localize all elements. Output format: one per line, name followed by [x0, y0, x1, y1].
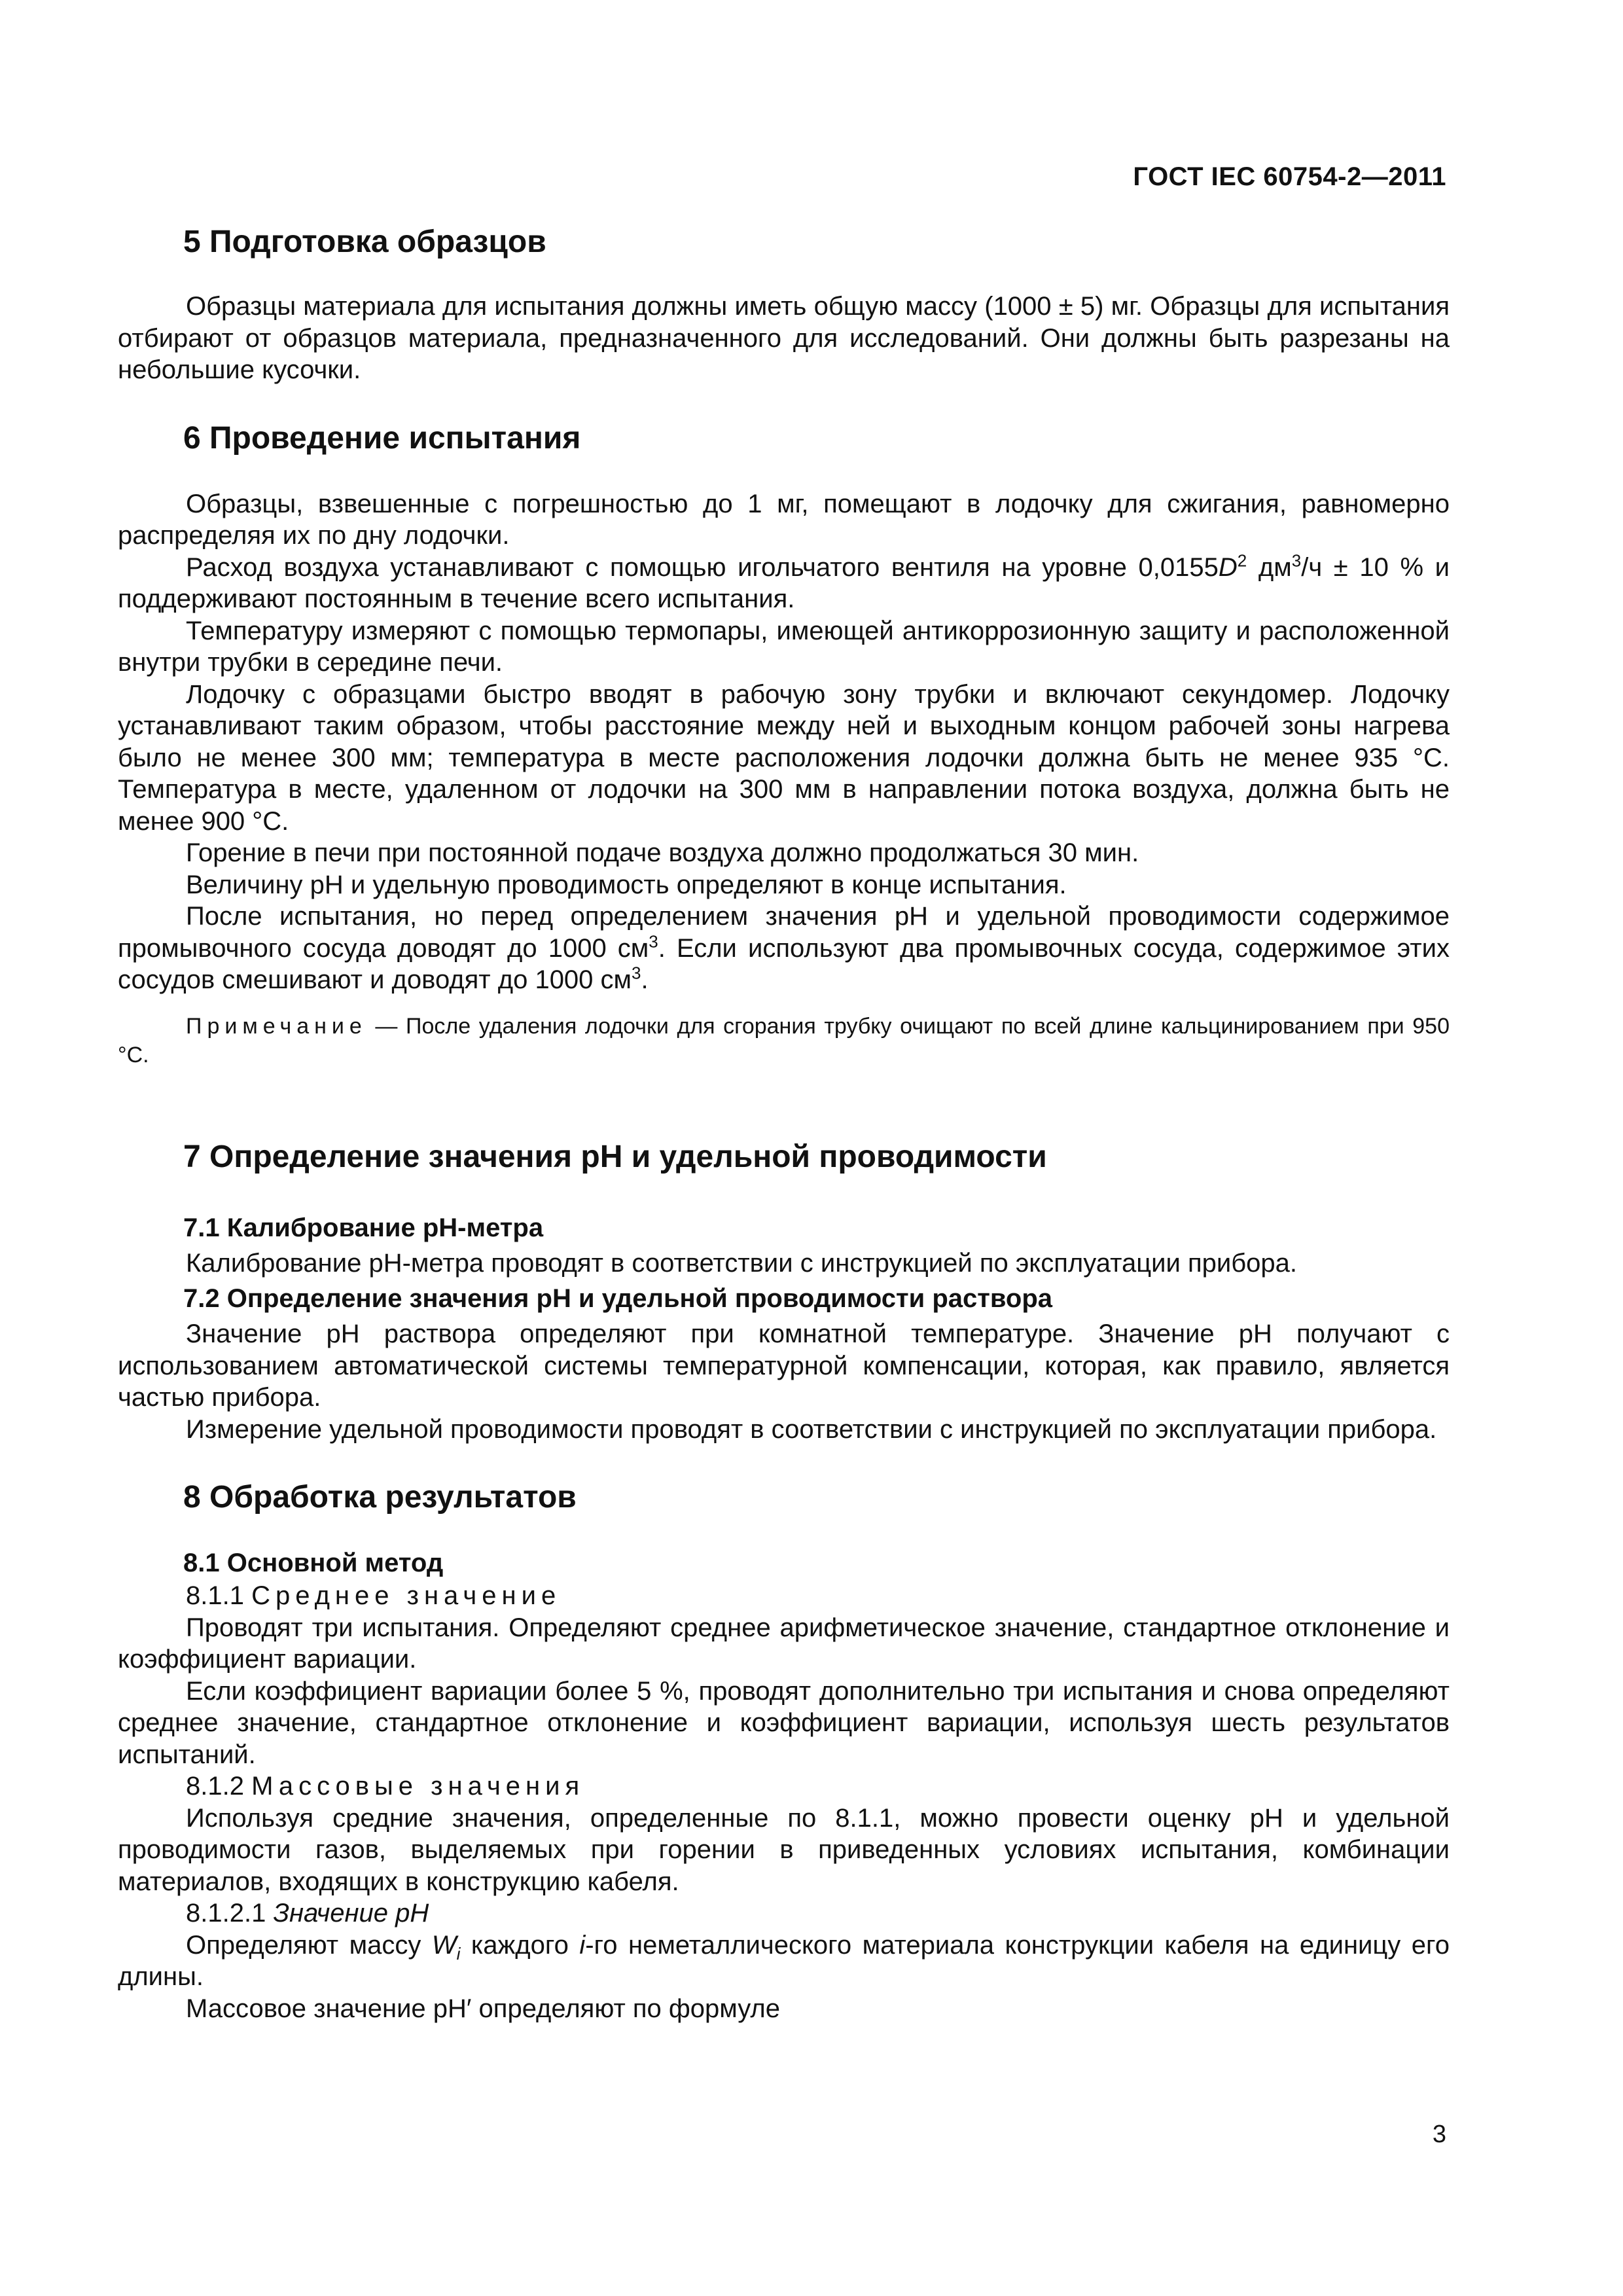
s8121-p1-c: -го неметаллического материала конструкции кабеля на единицу его длины. [118, 1930, 1450, 1991]
mass-symbol: W [431, 1930, 457, 1960]
section-6-paragraph-7 [118, 901, 1450, 996]
section-8-1-1-paragraph-2: Если коэффициент вариации более 5 %, проводят дополнительно три испытания и снова определяют среднее значение, стандартное отклонение и коэффициент вариации, используя шесть результатов испытаний. [118, 1676, 1450, 1769]
p7-sup-2: 3 [632, 963, 641, 983]
note-text: — После удаления лодочки для сгорания трубку очищают по всей длине кальцинированием при 950 °С. [118, 1013, 1450, 1067]
s811-title: Среднее значение [251, 1581, 562, 1610]
p7-text-c: . [641, 965, 649, 994]
section-6-paragraph-6: Величину pH и удельную проводимость определяют в конце испытания. [186, 870, 1067, 899]
p7-sup-1: 3 [649, 931, 658, 952]
section-6-paragraph-2 [118, 552, 1450, 615]
section-5-title: 5 Подготовка образцов [183, 224, 546, 259]
s811-number: 8.1.1 [186, 1581, 244, 1610]
p7-text-a: После испытания, но перед определением значения pH и удельной проводимости содержимое промывочного сосуда доводят до 1000 см [118, 902, 1450, 963]
p2-text-b: дм [1247, 552, 1292, 582]
section-8-1-1-paragraph-1: Проводят три испытания. Определяют среднее арифметическое значение, стандартное отклонение и коэффициент вариации. [118, 1613, 1450, 1674]
section-8-1-2-1-paragraph-1 [118, 1929, 1450, 1993]
section-8-title: 8 Обработка результатов [183, 1480, 577, 1515]
section-8-1-2-heading [118, 1770, 1450, 1803]
section-6-paragraph-3: Температуру измеряют с помощью термопары, имеющей антикоррозионную защиту и расположенной внутри трубки в середине печи. [118, 616, 1450, 677]
section-6-paragraph-5: Горение в печи при постоянной подаче воздуха должно продолжаться 30 мин. [186, 838, 1139, 867]
section-8-1-2-1-heading [118, 1897, 1450, 1929]
page-number: 3 [1432, 2121, 1446, 2148]
section-8-1-title: 8.1 Основной метод [183, 1549, 444, 1577]
section-5-paragraph: Образцы материала для испытания должны иметь общую массу (1000 ± 5) мг. Образцы для испытания отбирают от образцов материала, предназначенного для исследований. Они должны быть разрезаны на небольшие кусочки. [118, 292, 1450, 384]
p2-text-c: /ч ± 10 % и поддерживают постоянным в течение всего испытания. [118, 552, 1450, 613]
s812-number: 8.1.2 [186, 1772, 244, 1801]
section-6-title: 6 Проведение испытания [183, 420, 581, 456]
s8121-title: Значение pH [273, 1899, 429, 1928]
mass-subscript: i [456, 1943, 461, 1964]
section-7-2-paragraph-1: Значение pH раствора определяют при комнатной температуре. Значение pH получают с использованием автоматической системы температурной компенсации, которая, как правило, является частью прибора. [118, 1319, 1450, 1412]
section-7-title: 7 Определение значения pH и удельной проводимости [183, 1139, 1047, 1174]
section-7-1-paragraph: Калибрование pH-метра проводят в соответствии с инструкцией по эксплуатации прибора. [186, 1248, 1297, 1278]
diameter-symbol: D [1218, 552, 1238, 582]
index-symbol: i [579, 1930, 586, 1960]
s8121-p1-a: Определяют массу [186, 1930, 432, 1960]
s8121-p1-b: каждого [460, 1930, 580, 1960]
section-7-2-title: 7.2 Определение значения pH и удельной проводимости раствора [183, 1284, 1053, 1313]
section-6-paragraph-1: Образцы, взвешенные с погрешностью до 1 мг, помещают в лодочку для сжигания, равномерно распределяя их по дну лодочки. [118, 489, 1450, 550]
document-body [118, 223, 1450, 2024]
p7-text-b: . Если используют два промывочных сосуда, содержимое этих сосудов смешивают и доводят до 1000 см [118, 933, 1450, 994]
section-8-1-1-heading [118, 1580, 1450, 1612]
p2-sup-2: 3 [1291, 550, 1302, 571]
note-label: Примечание [186, 1013, 367, 1039]
section-7-1-title: 7.1 Калибрование pH-метра [183, 1213, 544, 1242]
s8121-number: 8.1.2.1 [186, 1899, 266, 1928]
section-8-1-2-1-paragraph-2: Массовое значение pH′ определяют по формуле [186, 1994, 780, 2023]
section-7-2-paragraph-2: Измерение удельной проводимости проводят в соответствии с инструкцией по эксплуатации прибора. [186, 1414, 1437, 1444]
section-6-note [118, 1012, 1450, 1069]
document-code: ГОСТ IEC 60754-2—2011 [1133, 162, 1446, 191]
p2-sup-1: 2 [1237, 550, 1247, 571]
s812-title: Массовые значения [251, 1772, 585, 1801]
section-8-1-2-paragraph: Используя средние значения, определенные по 8.1.1, можно провести оценку pH и удельной проводимости газов, выделяемых при горении в приведенных условиях испытания, комбинации материалов, входящих в конструкцию кабеля. [118, 1803, 1450, 1896]
section-6-paragraph-4: Лодочку с образцами быстро вводят в рабочую зону трубки и включают секундомер. Лодочку устанавливают таким образом, чтобы расстояние между ней и выходным концом рабочей зоны нагрева было не менее 300 мм; температура в месте расположения лодочки должна быть не менее 935 °С. Температура в месте, удаленном от лодочки на 300 мм в направлении потока воздуха, должна быть не менее 900 °С. [118, 679, 1450, 836]
p2-text-a: Расход воздуха устанавливают с помощью игольчатого вентиля на уровне 0,0155 [186, 552, 1219, 582]
